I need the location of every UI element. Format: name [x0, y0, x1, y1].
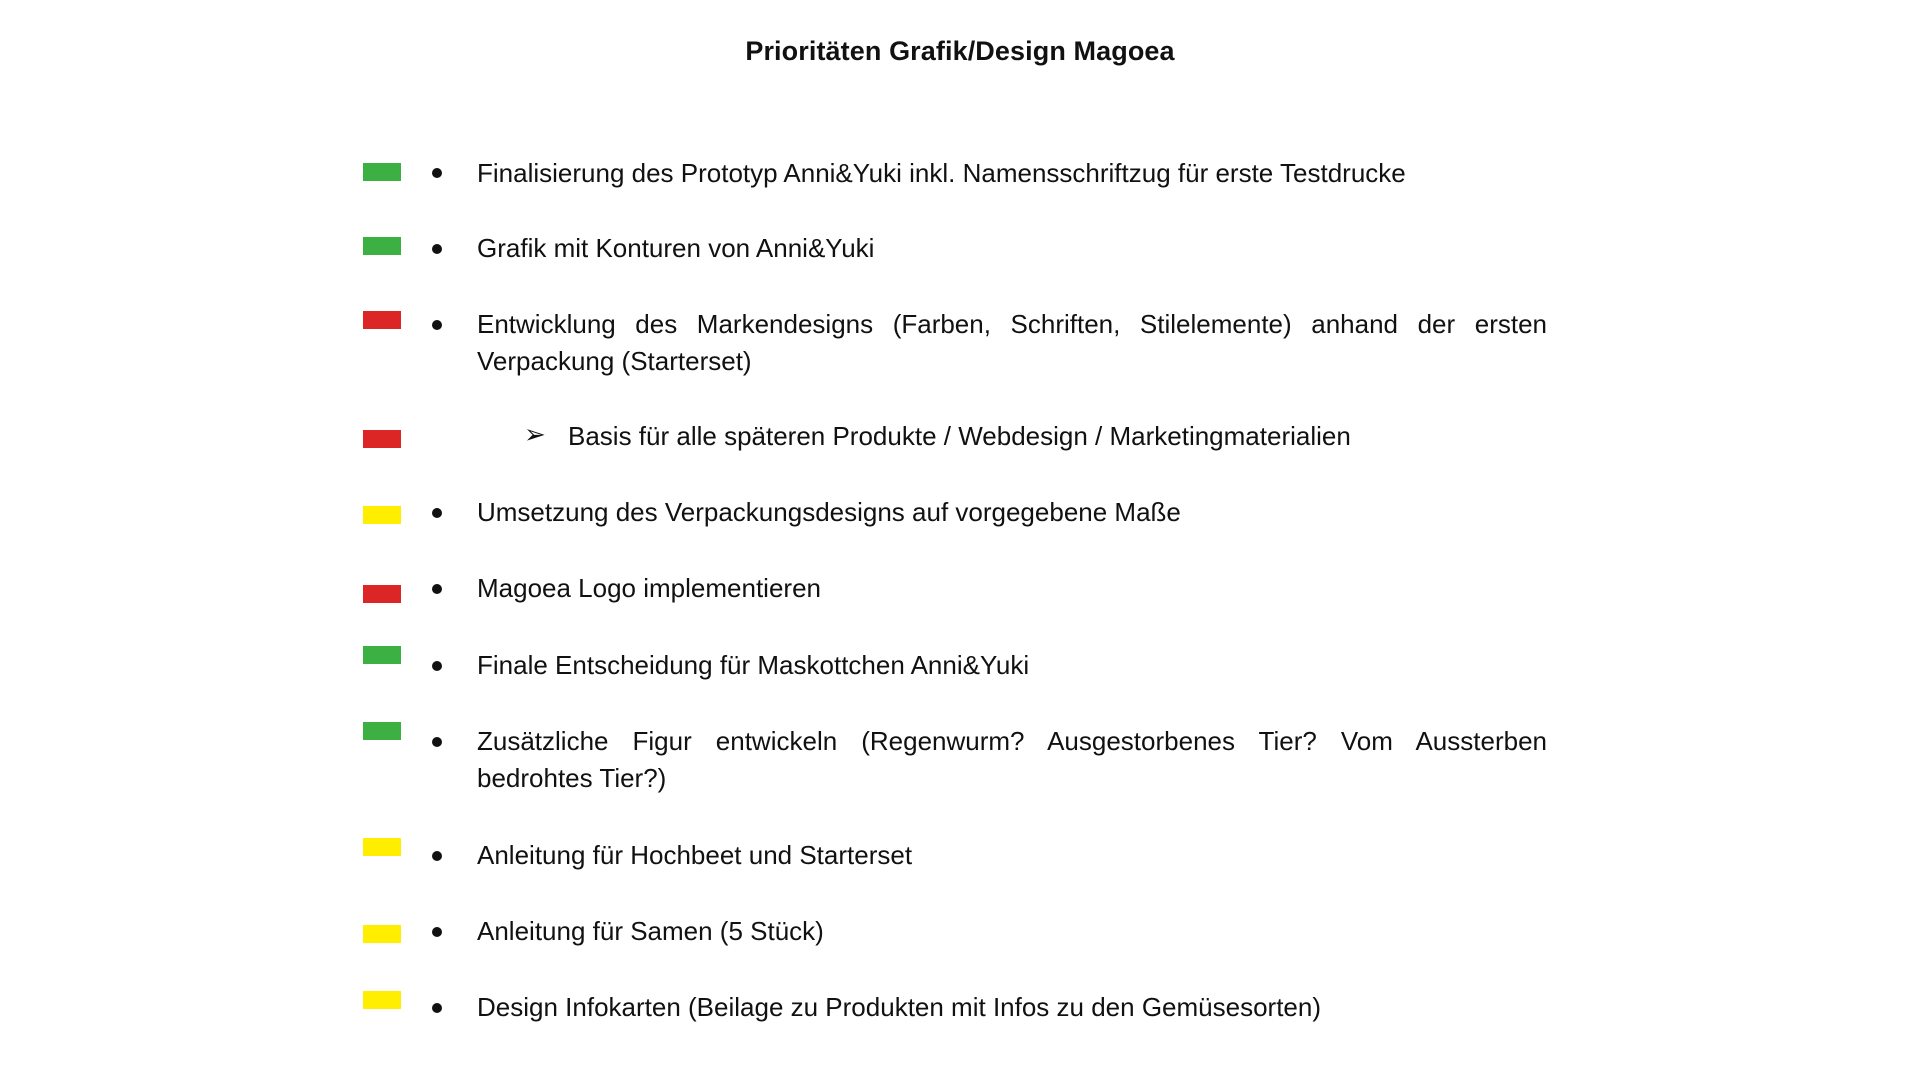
priority-marker — [363, 925, 401, 943]
priority-marker — [363, 237, 401, 255]
arrow-bullet-icon: ➢ — [524, 419, 546, 449]
item-text: Finale Entscheidung für Maskottchen Anni&Yuki — [477, 650, 1030, 680]
bullet-icon — [432, 1003, 442, 1013]
priority-marker — [363, 838, 401, 856]
item-text: Anleitung für Samen (5 Stück) — [477, 916, 824, 946]
priority-marker — [363, 585, 401, 603]
bullet-icon — [432, 927, 442, 937]
priority-marker — [363, 430, 401, 448]
bullet-icon — [432, 661, 442, 671]
priority-marker — [363, 646, 401, 664]
item-text: Magoea Logo implementieren — [477, 573, 821, 603]
item-text: Umsetzung des Verpackungsdesigns auf vorgegebene Maße — [477, 497, 1181, 527]
item-text: Finalisierung des Prototyp Anni&Yuki inkl. Namensschriftzug für erste Testdrucke — [477, 158, 1406, 188]
item-text: Anleitung für Hochbeet und Starterset — [477, 840, 913, 870]
priority-marker — [363, 506, 401, 524]
bullet-icon — [432, 851, 442, 861]
bullet-icon — [432, 584, 442, 594]
item-text: Zusätzliche Figur entwickeln (Regenwurm? Ausgestorbenes Tier? Vom Aussterben bedrohtes Tier?) — [477, 726, 1547, 793]
page-title: Prioritäten Grafik/Design Magoea — [745, 36, 1175, 66]
item-text: Entwicklung des Markendesigns (Farben, Schriften, Stilelemente) anhand der ersten Verpackung (Starterset) — [477, 309, 1547, 376]
item-text: Basis für alle späteren Produkte / Webdesign / Marketingmaterialien — [568, 421, 1351, 451]
item-text: Grafik mit Konturen von Anni&Yuki — [477, 233, 875, 263]
item-text: Design Infokarten (Beilage zu Produkten mit Infos zu den Gemüsesorten) — [477, 992, 1321, 1022]
priority-marker — [363, 991, 401, 1009]
priority-marker — [363, 722, 401, 740]
bullet-icon — [432, 737, 442, 747]
priority-marker — [363, 311, 401, 329]
bullet-icon — [432, 508, 442, 518]
bullet-icon — [432, 244, 442, 254]
priority-marker — [363, 163, 401, 181]
bullet-icon — [432, 320, 442, 330]
bullet-icon — [432, 168, 442, 178]
